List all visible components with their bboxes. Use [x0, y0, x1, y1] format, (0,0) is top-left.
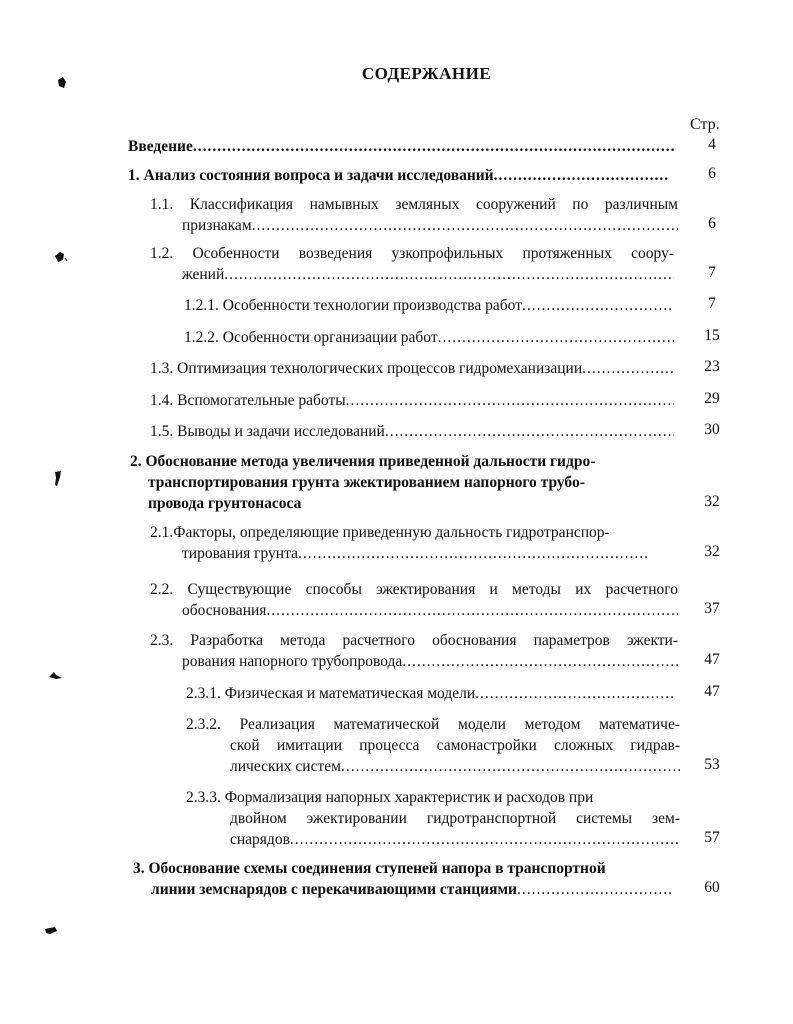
toc-entry-2-3-2[interactable] [186, 714, 680, 777]
toc-page-number: 6 [708, 215, 716, 232]
toc-entry-line: 2.3.2. Реализация математической модели методом математиче- [186, 716, 680, 733]
toc-entry-line: двойном эжектировании гидротранспортной системы зем- [230, 810, 680, 827]
toc-entry-1-4[interactable] [150, 390, 674, 411]
toc-entry-1-5[interactable] [150, 421, 674, 442]
toc-entry-text: провода грунтонасоса [148, 495, 302, 512]
toc-entry-2-3-1[interactable] [186, 683, 676, 704]
scan-speck-icon [56, 76, 68, 90]
toc-entry-line: транспортирования грунта эжектированием напорного трубо- [148, 474, 585, 491]
toc-page-number: 32 [704, 493, 720, 510]
toc-entry-line: 2.3.3. Формализация напорных характеристик и расходов при [186, 789, 594, 806]
toc-entry-1-2-1[interactable] [184, 295, 674, 316]
toc-entry-line: 1.2. Особенности возведения узкопрофильных протяженных соору- [150, 245, 674, 262]
toc-page-number: 29 [704, 390, 720, 407]
scan-speck-icon [44, 926, 58, 936]
toc-entry-text: лических систем [230, 758, 341, 775]
toc-entry-line: 2.3. Разработка метода расчетного обоснования параметров эжекти- [150, 632, 678, 649]
toc-entry-text: тирования грунта [182, 545, 298, 562]
toc-page-number: 7 [708, 295, 716, 312]
scan-speck-icon [48, 670, 64, 682]
toc-entry-text: признакам [182, 217, 252, 234]
toc-entry-text: снарядов [230, 831, 290, 848]
toc-entry-chapter-2[interactable] [130, 451, 670, 514]
toc-entry-text: обоснования [182, 602, 267, 619]
toc-page-number: 53 [704, 756, 720, 773]
toc-page-number: 47 [704, 683, 720, 700]
toc-entry-1-1[interactable] [150, 194, 678, 236]
toc-entry-line: 2.2. Существующие способы эжектирования и методы их расчетного [150, 581, 678, 598]
toc-entry-text: 1.2.1. Особенности технологии производства работ [184, 297, 523, 314]
toc-page-number: 47 [704, 651, 720, 668]
toc-page-number: 32 [704, 543, 720, 560]
toc-entry-text: линии земснарядов с перекачивающими станциями [151, 881, 517, 898]
toc-entry-chapter-1[interactable] [128, 165, 668, 186]
toc-entry-intro[interactable] [128, 136, 674, 157]
toc-entry-2-3[interactable] [150, 630, 678, 672]
toc-page-number: 30 [704, 421, 720, 438]
toc-entry-text: 1.4. Вспомогательные работы [150, 392, 346, 409]
toc-entry-text: рования напорного трубопровода [182, 653, 403, 670]
scan-speck-icon [52, 470, 64, 488]
toc-entry-text: 1. Анализ состояния вопроса и задачи исследований [128, 167, 494, 184]
scan-speck-icon [54, 250, 68, 264]
toc-page-number: 60 [704, 879, 720, 896]
toc-entry-text: 1.5. Выводы и задачи исследований [150, 423, 385, 440]
toc-page-number: 23 [704, 358, 720, 375]
toc-page-number: 6 [708, 165, 716, 182]
toc-entry-text: 1.2.2. Особенности организации работ [184, 329, 438, 346]
toc-page-number: 7 [708, 264, 716, 281]
toc-entry-text: 1.3. Оптимизация технологических процессов гидромеханизации [150, 360, 583, 377]
toc-entry-text: жений [182, 266, 225, 283]
toc-entry-1-3[interactable] [150, 358, 674, 379]
toc-entry-1-2[interactable] [150, 243, 674, 285]
toc-entry-2-3-3[interactable] [186, 787, 680, 850]
toc-entry-line: 1.1. Классификация намывных земляных сооружений по различным [150, 196, 678, 213]
toc-page-number: 57 [704, 829, 720, 846]
toc-entry-line: ской имитации процесса самонастройки сложных гидрав- [230, 737, 680, 754]
toc-entry-line: 2. Обоснование метода увеличения приведенной дальности гидро- [130, 453, 596, 470]
toc-entry-line: 3. Обоснование схемы соединения ступеней напора в транспортной [133, 860, 606, 877]
toc-entry-text: 2.3.1. Физическая и математическая модели [186, 685, 476, 702]
toc-entry-2-1[interactable] [150, 522, 674, 564]
toc-page-number: 15 [704, 327, 720, 344]
toc-entry-text: Введение [128, 138, 193, 155]
toc-entry-2-2[interactable] [150, 579, 678, 621]
page-title: СОДЕРЖАНИЕ [361, 64, 492, 83]
toc-page-number: 4 [708, 136, 716, 153]
page-column-label: Стр. [690, 116, 720, 133]
toc-entry-1-2-2[interactable] [184, 327, 674, 348]
toc-entry-chapter-3[interactable] [133, 858, 683, 900]
toc-page-number: 37 [704, 600, 720, 617]
toc-entry-line: 2.1.Факторы, определяющие приведенную дальность гидротранспор- [150, 524, 610, 541]
